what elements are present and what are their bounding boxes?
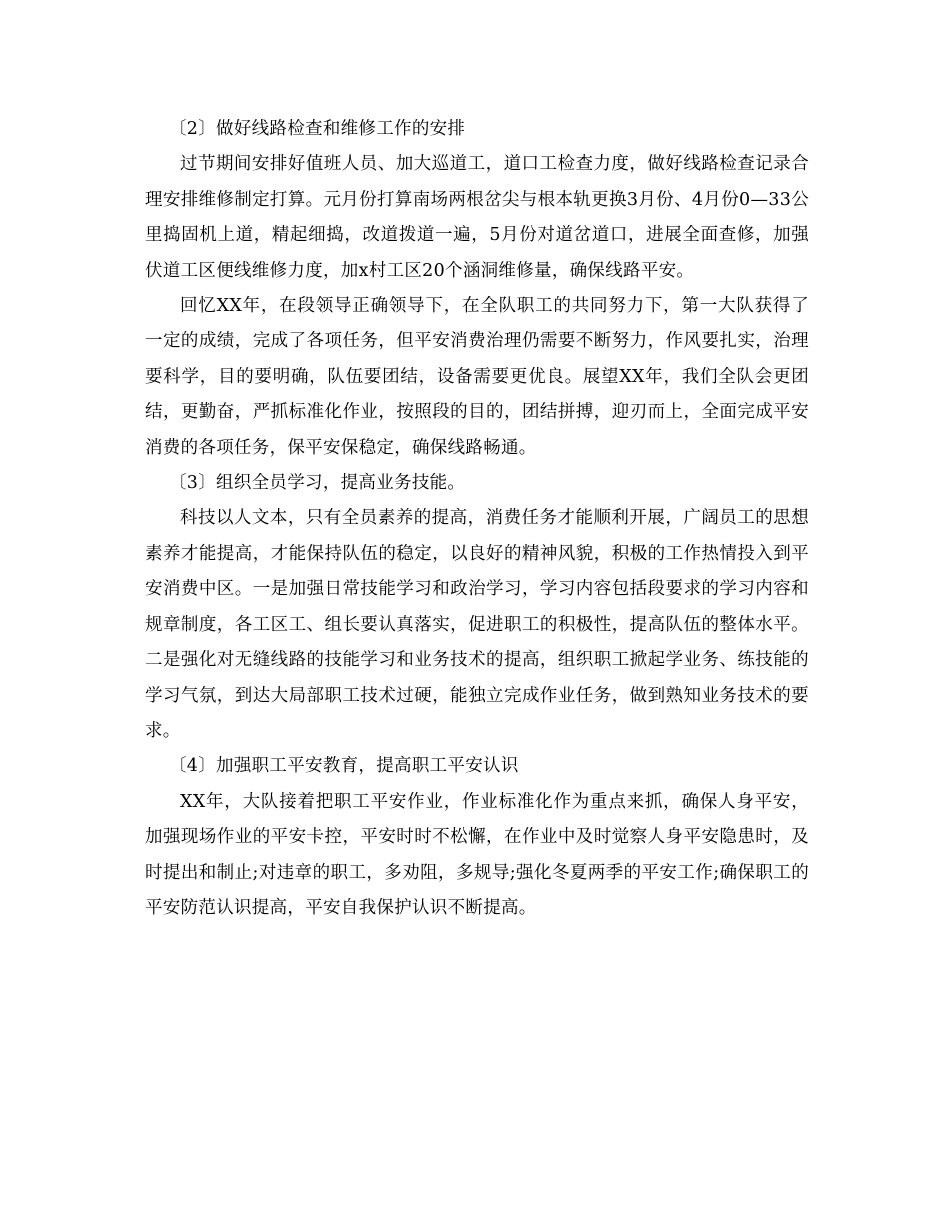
section-3-paragraph-1: 科技以人文本，只有全员素养的提高，消费任务才能顺利开展，广阔员工的思想素养才能提高，才能保持队伍的稳定，以良好的精神风貌，积极的工作热情投入到平安消费中区。一是加强日常技能学习和政治学习，学习内容包括段要求的学习内容和规章制度，各工区工、组长要认真落实，促进职工的积极性，提高队伍的整体水平。二是强化对无缝线路的技能学习和业务技术的提高，组织职工掀起学业务、练技能的学习气氛，到达大局部职工技术过硬，能独立完成作业任务，做到熟知业务技术的要求。 (145, 508, 809, 741)
section-4-heading: 〔4〕加强职工平安教育，提高职工平安认识 (169, 756, 519, 777)
document-page (145, 112, 809, 926)
section-2-paragraph-1: 过节期间安排好值班人员、加大巡道工，道口工检查力度，做好线路检查记录合理安排维修制定打算。元月份打算南场两根岔尖与根本轨更换3月份、4月份0—33公里捣固机上道，精起细捣，改道拨道一遍，5月份对道岔道口，进展全面查修，加强伏道工区便线维修力度，加x村工区20个涵洞维修量，确保线路平安。 (145, 154, 809, 281)
section-2-heading: 〔2〕做好线路检查和维修工作的安排 (169, 119, 466, 139)
section-4-paragraph-1: XX年，大队接着把职工平安作业，作业标准化作为重点来抓，确保人身平安，加强现场作业的平安卡控，平安时时不松懈，在作业中及时觉察人身平安隐患时，及时提出和制止;对违章的职工，多劝阻，多规导;强化冬夏两季的平安工作;确保职工的平安防范认识提高，平安自我保护认识不断提高。 (145, 791, 809, 918)
section-2-paragraph-2: 回忆XX年，在段领导正确领导下，在全队职工的共同努力下，第一大队获得了一定的成绩，完成了各项任务，但平安消费治理仍需要不断努力，作风要扎实，治理要科学，目的要明确，队伍要团结，设备需要更优良。展望XX年，我们全队会更团结，更勤奋，严抓标准化作业，按照段的目的，团结拼搏，迎刃而上，全面完成平安消费的各项任务，保平安保稳定，确保线路畅通。 (145, 296, 809, 458)
section-3-heading: 〔3〕组织全员学习，提高业务技能。 (169, 473, 466, 494)
